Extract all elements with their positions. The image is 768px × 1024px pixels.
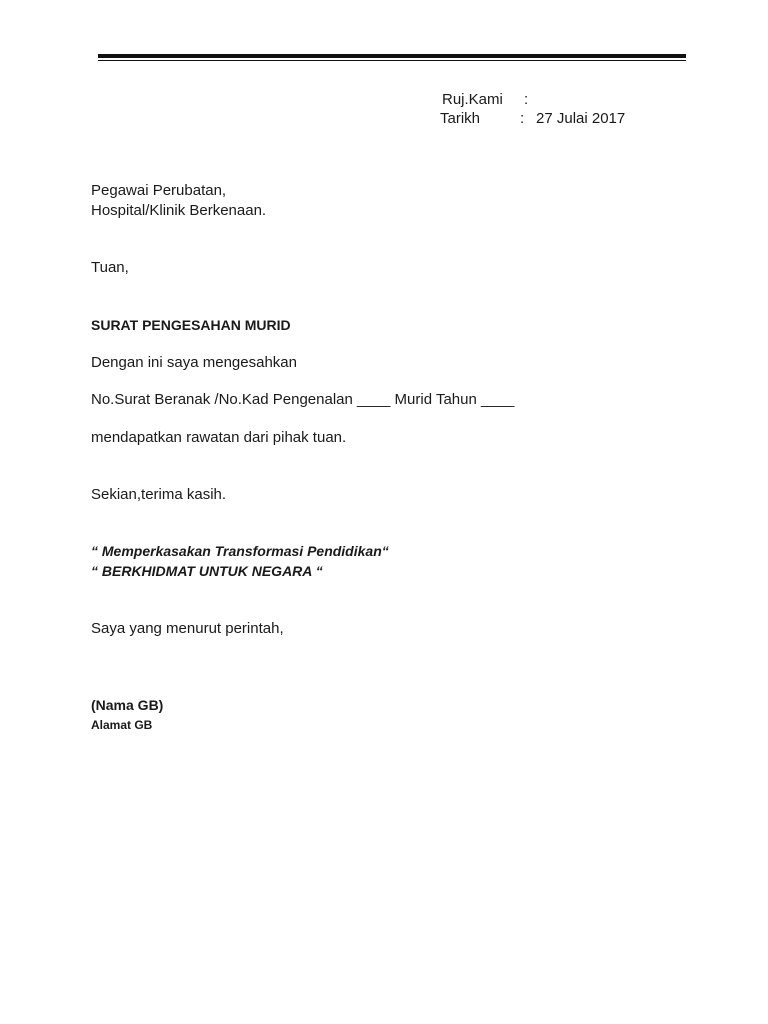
closing-line: Sekian,terima kasih. [91, 486, 227, 503]
sign-off: Saya yang menurut perintah, [91, 620, 284, 637]
motto-line-1: “ Memperkasakan Transformasi Pendidikan“ [91, 543, 389, 559]
tarikh-colon: : [520, 110, 525, 127]
body-paragraph-2: No.Surat Beranak /No.Kad Pengenalan ____ Murid Tahun ____ [91, 391, 515, 408]
header-rule-thick [98, 54, 686, 58]
letter-subject: SURAT PENGESAHAN MURID [91, 317, 291, 333]
salutation: Tuan, [91, 259, 129, 276]
motto-line-2: “ BERKHIDMAT UNTUK NEGARA “ [91, 563, 323, 579]
body-paragraph-1: Dengan ini saya mengesahkan [91, 354, 297, 371]
header-rule-thin [98, 60, 686, 61]
recipient-line-2: Hospital/Klinik Berkenaan. [91, 202, 267, 219]
ruj-label: Ruj.Kami [442, 91, 503, 108]
tarikh-value: 27 Julai 2017 [536, 110, 626, 127]
recipient-line-1: Pegawai Perubatan, [91, 182, 227, 199]
signatory-address: Alamat GB [91, 718, 153, 732]
ruj-colon: : [524, 91, 529, 108]
body-paragraph-3: mendapatkan rawatan dari pihak tuan. [91, 429, 347, 446]
signatory-name: (Nama GB) [91, 697, 164, 713]
tarikh-label: Tarikh [440, 110, 481, 127]
